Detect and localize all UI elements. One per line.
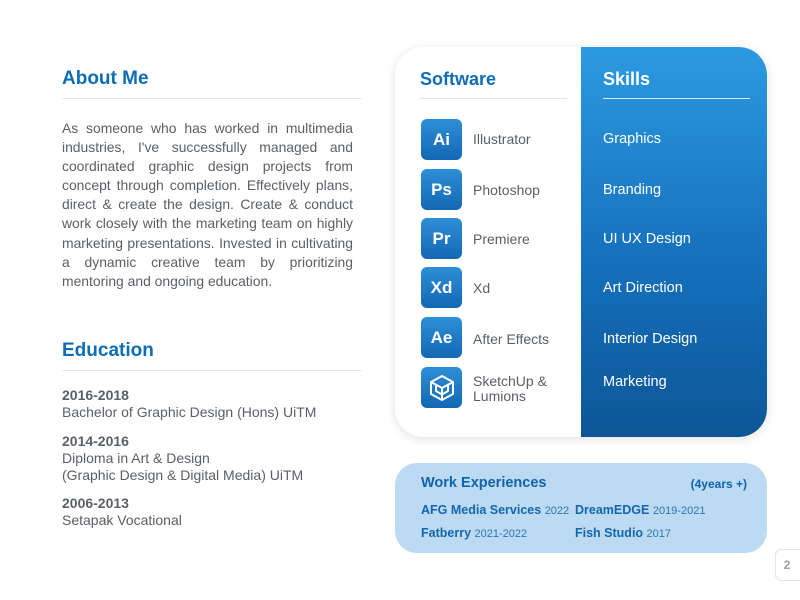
education-divider [62, 370, 362, 371]
software-item-photoshop [421, 169, 581, 211]
software-label: Photoshop [473, 182, 540, 198]
software-label-line: SketchUp & [473, 373, 547, 389]
skill-item: Interior Design [603, 331, 698, 347]
photoshop-icon: Ps [421, 169, 462, 210]
job-years: 2019-2021 [652, 505, 706, 517]
work-experiences-heading: Work Experiences [421, 475, 547, 491]
job-entry [421, 526, 527, 540]
software-label: After Effects [473, 331, 549, 347]
software-item-after-effects [421, 317, 581, 359]
education-item [62, 433, 303, 484]
education-item [62, 495, 182, 529]
work-total-years: (4years +) [690, 477, 747, 491]
about-me-heading: About Me [62, 68, 149, 89]
skill-item: Marketing [603, 374, 667, 390]
education-detail: Setapak Vocational [62, 512, 182, 528]
skills-panel [581, 47, 767, 437]
software-item-premiere [421, 218, 581, 260]
software-label-line: Lumions [473, 388, 526, 404]
software-item-xd [421, 267, 581, 309]
job-entry [421, 503, 569, 517]
job-years: 2021-2022 [474, 528, 528, 540]
skills-divider [603, 98, 750, 99]
education-detail: Diploma in Art & Design [62, 450, 210, 466]
education-years: 2006-2013 [62, 495, 129, 511]
education-heading: Education [62, 340, 154, 361]
illustrator-icon: Ai [421, 119, 462, 160]
skill-item: Branding [603, 182, 662, 198]
education-years: 2014-2016 [62, 433, 129, 449]
job-years: 2017 [646, 528, 672, 540]
about-me-text: As someone who has worked in multimedia industries, I've successfully managed and coordinated graphic design projects from concept through completion. Effectively plans, direct & create the design. Create & conduct work closely with the marketing team on highly marketing presentations. Invested in cultivating a dynamic creative team by prioritizing mentoring and ongoing education. [62, 120, 353, 289]
about-divider [62, 98, 362, 99]
job-company: Fish Studio [575, 526, 644, 540]
software-label: Xd [473, 280, 491, 296]
software-label [473, 374, 547, 404]
job-years: 2022 [544, 505, 570, 517]
software-heading: Software [420, 69, 497, 89]
sketchup-icon [421, 367, 462, 408]
sketchup-cube-glyph [427, 373, 457, 403]
software-skills-card [395, 47, 767, 437]
job-entry [575, 503, 705, 517]
job-entry [575, 526, 671, 540]
work-experiences-panel [395, 463, 767, 553]
xd-icon: Xd [421, 267, 462, 308]
education-years: 2016-2018 [62, 387, 129, 403]
education-item [62, 387, 316, 421]
skill-item: UI UX Design [603, 231, 691, 247]
job-company: DreamEDGE [575, 503, 650, 517]
skills-heading: Skills [603, 69, 651, 89]
skill-item: Art Direction [603, 280, 683, 296]
software-label: Illustrator [473, 131, 531, 147]
education-detail: Bachelor of Graphic Design (Hons) UiTM [62, 404, 317, 420]
skill-item: Graphics [603, 131, 662, 147]
after-effects-icon: Ae [421, 317, 462, 358]
job-company: AFG Media Services [421, 503, 542, 517]
software-label: Premiere [473, 231, 530, 247]
software-item-sketchup [421, 367, 581, 409]
premiere-icon: Pr [421, 218, 462, 259]
software-divider [420, 98, 567, 99]
job-company: Fatberry [421, 526, 472, 540]
education-detail: (Graphic Design & Digital Media) UiTM [62, 467, 304, 483]
software-item-illustrator [421, 119, 581, 161]
page-number: 2 [775, 549, 800, 581]
